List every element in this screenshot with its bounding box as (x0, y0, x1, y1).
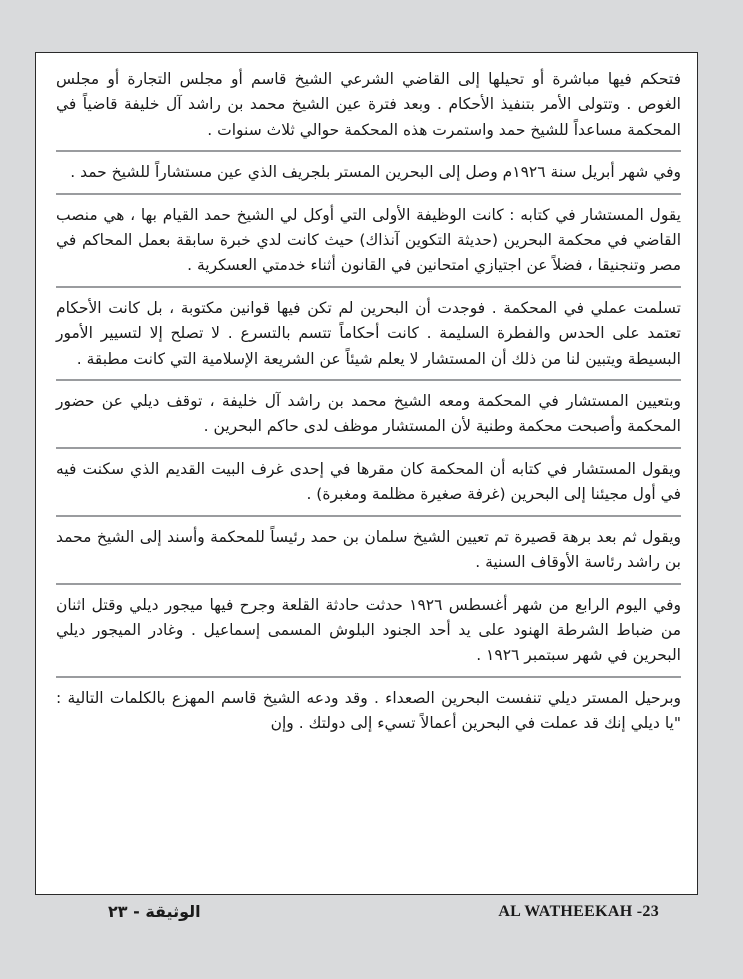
paragraph-1: فتحكم فيها مباشرة أو تحيلها إلى القاضي الشرعي الشيخ قاسم أو مجلس التجارة أو مجلس الغوص . وتتولى الأمر بتنفيذ الأحكام . وبعد فترة عين الشيخ محمد بن راشد آل خليفة قاضياً في المحكمة مساعداً للشيخ حمد واستمرت هذه المحكمة حوالي ثلاث سنوات . (56, 70, 681, 139)
paragraph-5: وبتعيين المستشار في المحكمة ومعه الشيخ محمد بن راشد آل خليفة ، توقف ديلي عن حضور المحكمة وأصبحت محكمة وطنية لأن المستشار موظف لدى حاكم البحرين . (56, 392, 681, 436)
paragraph-2: وفي شهر أبريل سنة ١٩٢٦م وصل إلى البحرين المستر بلجريف الذي عين مستشاراً للشيخ حمد . (70, 163, 681, 182)
paragraph-divider (56, 379, 681, 381)
paragraph-7: ويقول ثم بعد برهة قصيرة تم تعيين الشيخ سلمان بن حمد رئيساً للمحكمة وأسند إلى الشيخ محمد بن راشد رئاسة الأوقاف السنية . (56, 527, 681, 572)
paragraph-divider (56, 286, 681, 288)
paragraph-4: تسلمت عملي في المحكمة . فوجدت أن البحرين لم تكن فيها قوانين مكتوبة ، بل كانت الأحكام تعتمد على الحدس والفطرة السليمة . كانت أحكاماً تتسم بالتسرع . لا تصلح إلا لتسيير الأمور البسيطة ويتبين لنا من ذلك أن المستشار لا يعلم شيئاً عن الشريعة الإسلامية التي كانت مطبقة . (56, 298, 681, 368)
article-body (56, 67, 681, 737)
paragraph-8: وفي اليوم الرابع من شهر أغسطس ١٩٢٦ حدثت حادثة القلعة وجرح فيها ميجور ديلي وقتل اثنان من ضباط الشرطة الهنود على يد أحد الجنود البلوش المسمى إسماعيل . وغادر الميجور ديلي البحرين في شهر سبتمبر ١٩٢٦ . (56, 595, 682, 665)
paragraph-6: ويقول المستشار في كتابه أن المحكمة كان مقرها في إحدى غرف البيت القديم الذي سكنت فيه في أول مجيئنا إلى البحرين (غرفة صغيرة مظلمة ومغبرة) . (56, 459, 681, 504)
page-frame (35, 52, 698, 895)
paragraph-divider (56, 676, 681, 678)
page-footer (0, 903, 743, 933)
paragraph-9: وبرحيل المستر ديلي تنفست البحرين الصعداء . وقد ودعه الشيخ قاسم المهزع بالكلمات التالية : "يا ديلي إنك قد عملت في البحرين أعمالاً تسيء إلى دولتك . وإن (56, 688, 681, 733)
paragraph-divider (56, 447, 681, 449)
paragraph-3: يقول المستشار في كتابه : كانت الوظيفة الأولى التي أوكل لي الشيخ حمد القيام بها ، هي منصب القاضي في محكمة البحرين (حديثة التكوين آنذاك) حيث كانت لدي خبرة سابقة بعمل المحاكم في مصر وتنجنيقا ، فضلاً عن اجتيازي امتحانين في القانون أثناء خدمتي العسكرية . (56, 205, 681, 275)
footer-english-page-number: AL WATHEEKAH -23 (498, 903, 659, 920)
paragraph-divider (56, 150, 681, 152)
paragraph-divider (56, 515, 681, 517)
paragraph-divider (56, 193, 681, 195)
footer-arabic-page-number: الوثيقة - ٢٣ (108, 902, 201, 921)
paragraph-divider (56, 583, 681, 585)
